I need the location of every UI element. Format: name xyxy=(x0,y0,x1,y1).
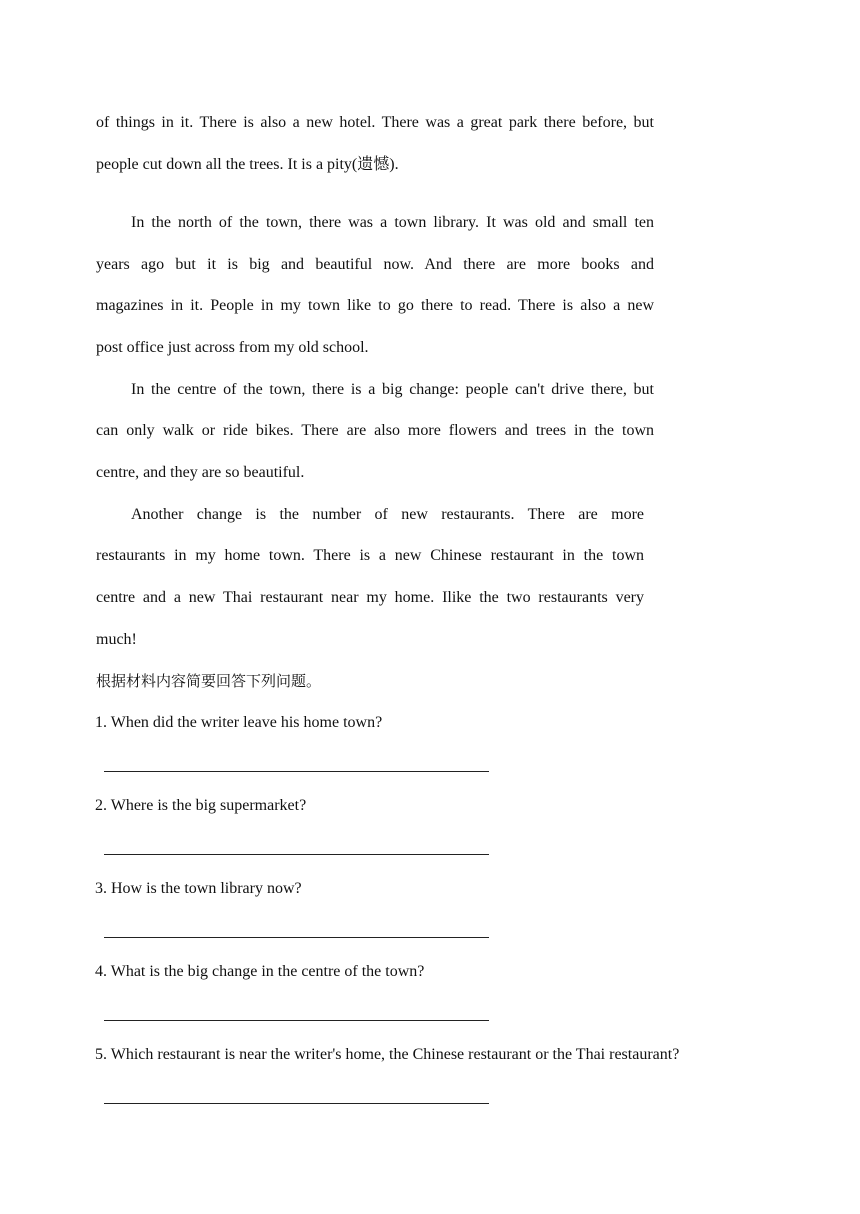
passage-line: In the centre of the town, there is a big change: people can't drive there, but xyxy=(131,381,654,398)
passage-line: post office just across from my old school. xyxy=(96,339,369,356)
passage-line: of things in it. There is also a new hotel. There was a great park there before, but xyxy=(96,114,654,131)
question-2: 2. Where is the big supermarket? xyxy=(95,797,307,814)
passage-line: can only walk or ride bikes. There are also more flowers and trees in the town xyxy=(96,422,654,439)
passage-line: centre and a new Thai restaurant near my home. Ilike the two restaurants very xyxy=(96,589,644,606)
question-5: 5. Which restaurant is near the writer's home, the Chinese restaurant or the Thai restaurant? xyxy=(95,1046,680,1063)
question-3: 3. How is the town library now? xyxy=(95,880,302,897)
answer-blank-5[interactable] xyxy=(104,1103,489,1104)
answer-blank-3[interactable] xyxy=(104,937,489,938)
passage-line: years ago but it is big and beautiful now. And there are more books and xyxy=(96,256,654,273)
passage-line: much! xyxy=(96,631,137,648)
answer-blank-2[interactable] xyxy=(104,854,489,855)
answer-blank-4[interactable] xyxy=(104,1020,489,1021)
passage-line: In the north of the town, there was a town library. It was old and small ten xyxy=(131,214,654,231)
passage-line: Another change is the number of new restaurants. There are more xyxy=(131,506,644,523)
passage-line: restaurants in my home town. There is a new Chinese restaurant in the town xyxy=(96,547,644,564)
passage-line: magazines in it. People in my town like to go there to read. There is also a new xyxy=(96,297,654,314)
question-1: 1. When did the writer leave his home town? xyxy=(95,714,383,731)
instruction-text: 根据材料内容简要回答下列问题。 xyxy=(96,672,322,690)
passage-line: people cut down all the trees. It is a pity(遗憾). xyxy=(96,156,399,173)
passage-line: centre, and they are so beautiful. xyxy=(96,464,305,481)
answer-blank-1[interactable] xyxy=(104,771,489,772)
question-4: 4. What is the big change in the centre of the town? xyxy=(95,963,425,980)
